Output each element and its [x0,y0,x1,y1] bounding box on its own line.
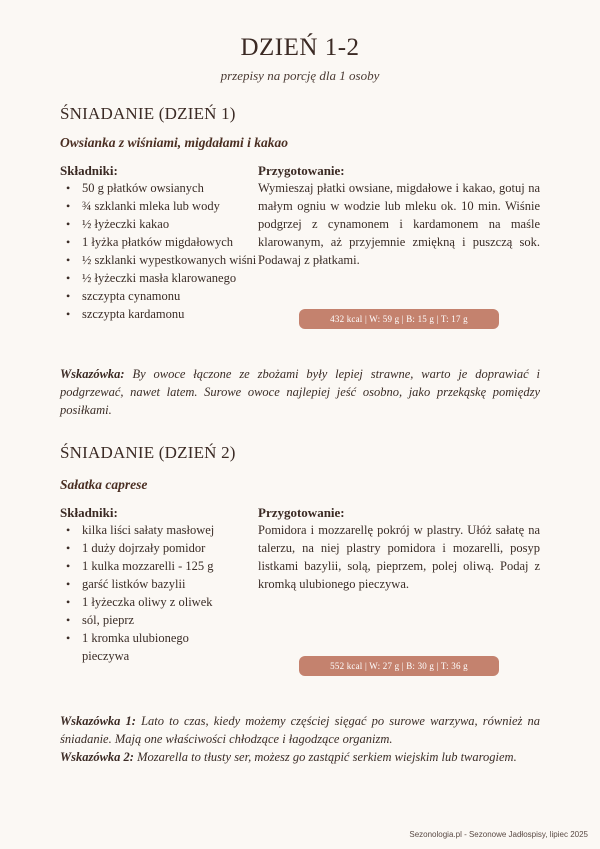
list-item: • ½ łyżeczki masła klarowanego [60,269,260,287]
tip-label: Wskazówka: [60,367,133,381]
tip-1-day2 [60,712,540,748]
list-item: • 1 duży dojrzały pomidor [60,539,260,557]
ingredients-heading-day1: Składniki: [60,163,118,178]
tip-text: Lato to czas, kiedy możemy częściej sięgać po surowe warzywa, również na śniadanie. Mają one właściwości chłodzące i łagodzące organizm. [60,714,540,746]
footer: Sezonologia.pl - Sezonowe Jadłospisy, lipiec 2025 [409,830,588,839]
recipe-name-day2: Sałatka caprese [60,477,148,492]
section-title-day2: ŚNIADANIE (DZIEŃ 2) [60,443,236,462]
preparation-heading-day2: Przygotowanie: [258,505,345,520]
ingredients-list-day1 [60,179,260,323]
list-item: • 50 g płatków owsianych [60,179,260,197]
list-item: • 1 kromka ulubionego pieczywa [60,629,222,665]
list-item: • ½ szklanki wypestkowanych wiśni [60,251,260,269]
list-item: • ¾ szklanki mleka lub wody [60,197,260,215]
ingredients-heading-day2: Składniki: [60,505,118,520]
list-item: • 1 kulka mozzarelli - 125 g [60,557,260,575]
list-item: • kilka liści sałaty masłowej [60,521,260,539]
tip-label: Wskazówka 1: [60,714,142,728]
page-title: DZIEŃ 1-2 [240,34,360,61]
section-title-day1: ŚNIADANIE (DZIEŃ 1) [60,104,236,123]
macros-badge-day1: 432 kcal | W: 59 g | B: 15 g | T: 17 g [299,309,499,329]
list-item: • szczypta kardamonu [60,305,260,323]
tip-text: Mozarella to tłusty ser, możesz go zastąpić serkiem wiejskim lub twarogiem. [137,750,517,764]
macros-badge-day2: 552 kcal | W: 27 g | B: 30 g | T: 36 g [299,656,499,676]
list-item: • ½ łyżeczki kakao [60,215,260,233]
ingredients-list-day2 [60,521,260,665]
tip-text: By owoce łączone ze zbożami były lepiej strawne, warto je doprawiać i podgrzewać, nawet latem. Surowe owoce najlepiej jeść osobno, jako przekąskę pomiędzy posiłkami. [60,367,540,417]
list-item: • sól, pieprz [60,611,260,629]
list-item: • 1 łyżeczka oliwy z oliwek [60,593,260,611]
page-subtitle: przepisy na porcję dla 1 osoby [220,68,380,83]
preparation-text-day1: Wymieszaj płatki owsiane, migdałowe i kakao, gotuj na małym ogniu w wodzie lub mleku ok. 10 min. Wiśnie podgrzej z cynamonem i kardamonem na maśle klarowanym, aż przyjemnie zmiękną i puszczą sok. Podawaj z płatkami. [258,181,540,267]
tip-2-day2 [60,748,540,766]
tip-label: Wskazówka 2: [60,750,138,764]
preparation-text-day2: Pomidora i mozzarellę pokrój w plastry. Ułóż sałatę na talerzu, na niej plastry pomidora i mozarelli, posyp listkami bazylii, solą, pieprzem, polej oliwą. Podaj z kromką ulubionego pieczywa. [258,523,540,591]
recipe-name-day1: Owsianka z wiśniami, migdałami i kakao [60,135,289,150]
list-item: • szczypta cynamonu [60,287,260,305]
list-item: • 1 łyżka płatków migdałowych [60,233,260,251]
list-item: • garść listków bazylii [60,575,260,593]
preparation-heading-day1: Przygotowanie: [258,163,345,178]
tip-day1 [60,365,540,419]
